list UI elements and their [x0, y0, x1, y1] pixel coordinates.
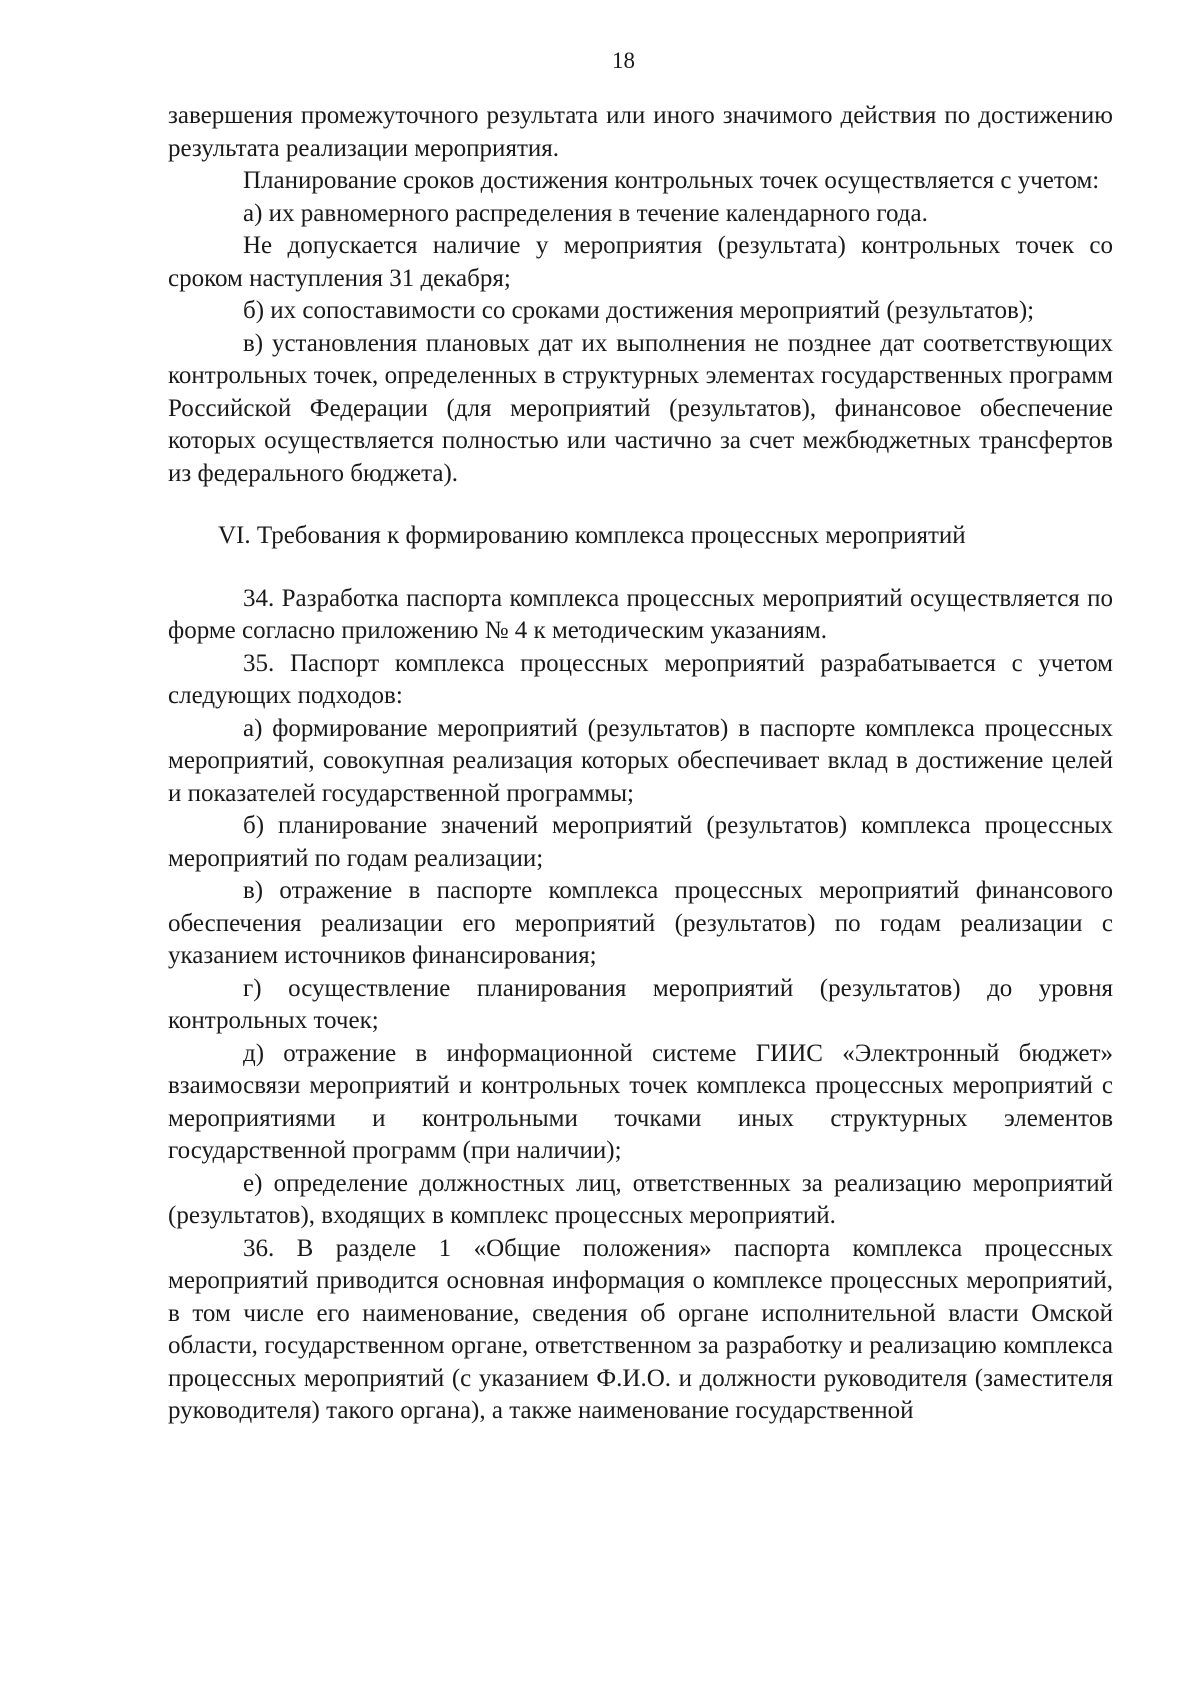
list-item: б) планирование значений мероприятий (результатов) комплекса процессных мероприятий по годам реализации;: [168, 812, 1113, 872]
page-number: 18: [612, 48, 635, 73]
list-item: д) отражение в информационной системе ГИИС «Электронный бюджет» взаимосвязи мероприятий и контрольных точек комплекса процессных мероприятий с мероприятиями и контрольными точками иных структурных элементов государственной программ (при наличии);: [168, 1039, 1113, 1164]
document-body: [168, 100, 1113, 1428]
list-item: а) формирование мероприятий (результатов) в паспорте комплекса процессных мероприятий, совокупная реализация которых обеспечивает вклад в достижение целей и показателей государственной программы;: [168, 714, 1113, 807]
paragraph: 35. Паспорт комплекса процессных мероприятий разрабатывается с учетом следующих подходов:: [168, 649, 1113, 709]
list-item: в) установления плановых дат их выполнения не позднее дат соответствующих контрольных точек, определенных в структурных элементах государственных программ Российской Федерации (для мероприятий (результатов), финансовое обеспечение которых осуществляется полностью или частично за счет межбюджетных трансфертов из федерального бюджета).: [168, 329, 1113, 487]
list-item: б) их сопоставимости со сроками достижения мероприятий (результатов);: [243, 297, 1035, 324]
paragraph: Планирование сроков достижения контрольных точек осуществляется с учетом:: [243, 167, 1100, 194]
paragraph: Не допускается наличие у мероприятия (результата) контрольных точек со сроком наступления 31 декабря;: [168, 232, 1113, 292]
list-item: в) отражение в паспорте комплекса процессных мероприятий финансового обеспечения реализации его мероприятий (результатов) по годам реализации с указанием источников финансирования;: [168, 877, 1113, 969]
list-item: г) осуществление планирования мероприятий (результатов) до уровня контрольных точек;: [168, 974, 1113, 1034]
paragraph: 36. В разделе 1 «Общие положения» паспорта комплекса процессных мероприятий приводится основная информация о комплексе процессных мероприятий, в том числе его наименование, сведения об органе исполнительной власти Омской области, государственном органе, ответственном за разработку и реализацию комплекса процессных мероприятий (с указанием Ф.И.О. и должности руководителя (заместителя руководителя) такого органа), а также наименование государственной: [168, 1234, 1113, 1424]
list-item: е) определение должностных лиц, ответственных за реализацию мероприятий (результатов), входящих в комплекс процессных мероприятий.: [168, 1169, 1113, 1229]
paragraph: 34. Разработка паспорта комплекса процессных мероприятий осуществляется по форме согласно приложению № 4 к методическим указаниям.: [168, 584, 1113, 644]
list-item: а) их равномерного распределения в течение календарного года.: [243, 199, 928, 227]
paragraph: завершения промежуточного результата или иного значимого действия по достижению результата реализации мероприятия.: [168, 102, 1113, 162]
section-heading: VI. Требования к формированию комплекса процессных мероприятий: [218, 522, 966, 549]
